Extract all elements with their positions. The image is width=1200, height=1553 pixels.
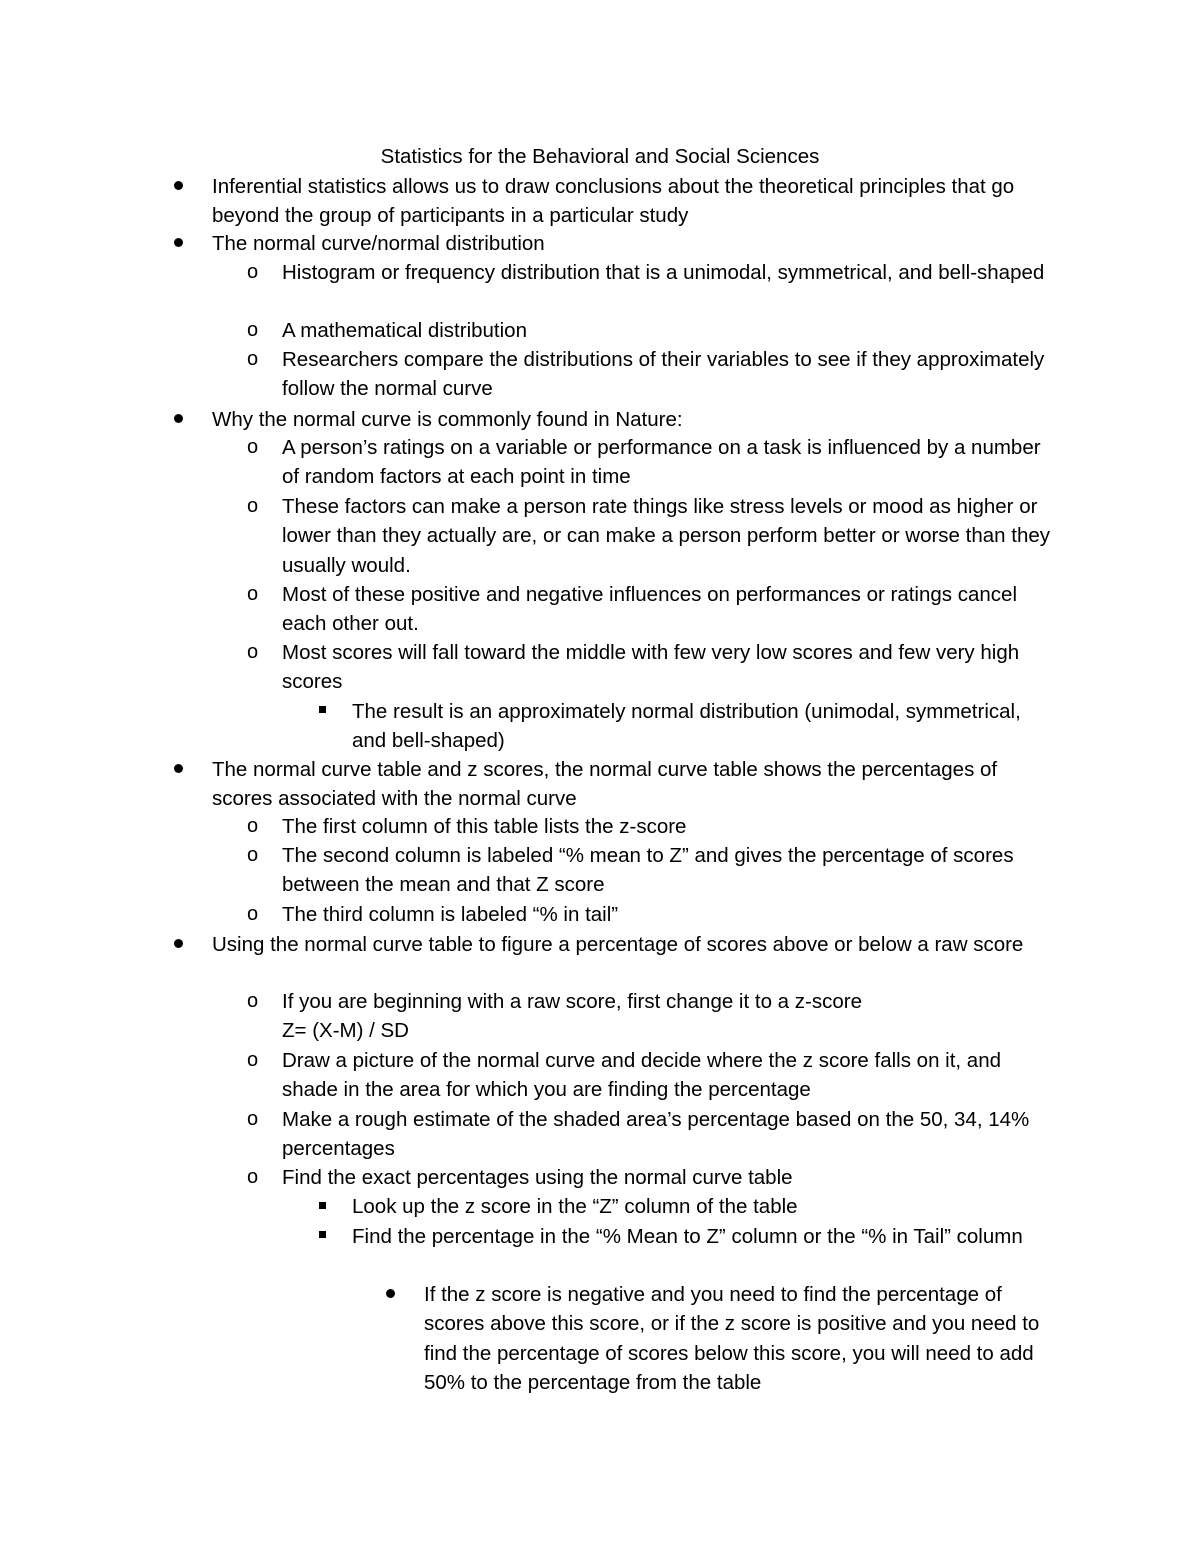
- bullet-square: [319, 706, 326, 713]
- subitem-mathematical-distribution: A mathematical distribution: [282, 319, 527, 342]
- bullet-ring: o: [247, 436, 259, 458]
- bullet-ring: o: [247, 319, 259, 341]
- z-score-formula: Z= (X-M) / SD: [282, 1019, 409, 1043]
- subitem-influences-cancel: Most of these positive and negative influences on performances or ratings cancel each other out.: [282, 583, 1017, 636]
- subitem-raw-score-text: If you are beginning with a raw score, first change it to a z-score: [282, 990, 862, 1013]
- subitem-second-column: The second column is labeled “% mean to Z” and gives the percentage of scores between the mean and that Z score: [282, 844, 1014, 897]
- subitem-find-percentage: Find the percentage in the “% Mean to Z” column or the “% in Tail” column: [352, 1225, 1023, 1248]
- subitem-factors: These factors can make a person rate things like stress levels or mood as higher or lower than they actually are, or can make a person perform better or worse than they usually would.: [282, 495, 1050, 577]
- subitem-add-fifty-percent: If the z score is negative and you need to find the percentage of scores above this score, or if the z score is positive and you need to find the percentage of scores below this score, you will need to add 50% to the percentage from the table: [424, 1283, 1040, 1394]
- bullet-dot: [174, 764, 183, 773]
- bullet-inferential-statistics: Inferential statistics allows us to draw conclusions about the theoretical principles that go beyond the group of participants in a particular study: [212, 175, 1015, 228]
- bullet-dot: [174, 414, 183, 423]
- subitem-third-column: The third column is labeled “% in tail”: [282, 903, 619, 926]
- subitem-look-up-z: Look up the z score in the “Z” column of the table: [352, 1195, 798, 1218]
- subitem-result-normal: The result is an approximately normal distribution (unimodal, symmetrical, and bell-shaped): [352, 700, 1021, 753]
- bullet-ring: o: [247, 495, 259, 517]
- bullet-ring: o: [247, 815, 259, 837]
- bullet-ring: o: [247, 641, 259, 663]
- bullet-ring: o: [247, 903, 259, 925]
- bullet-dot: [386, 1289, 395, 1298]
- bullet-ring: o: [247, 990, 259, 1012]
- bullet-square: [319, 1202, 326, 1209]
- bullet-ring: o: [247, 348, 259, 370]
- bullet-ring: o: [247, 261, 259, 283]
- bullet-why-normal-curve: Why the normal curve is commonly found in Nature:: [212, 408, 683, 431]
- subitem-raw-score: [282, 987, 1062, 1046]
- subitem-researchers-compare: Researchers compare the distributions of their variables to see if they approximately follow the normal curve: [282, 348, 1045, 401]
- bullet-ring: o: [247, 1108, 259, 1130]
- bullet-ring: o: [247, 1166, 259, 1188]
- bullet-table-z-scores: The normal curve table and z scores, the normal curve table shows the percentages of scores associated with the normal curve: [212, 758, 998, 811]
- subitem-histogram: Histogram or frequency distribution that is a unimodal, symmetrical, and bell-shaped: [282, 261, 1045, 284]
- bullet-ring: o: [247, 1049, 259, 1071]
- subitem-rough-estimate: Make a rough estimate of the shaded area’s percentage based on the 50, 34, 14% percentages: [282, 1108, 1030, 1161]
- bullet-normal-curve: The normal curve/normal distribution: [212, 232, 545, 255]
- subitem-first-column: The first column of this table lists the z-score: [282, 815, 687, 838]
- subitem-person-ratings: A person’s ratings on a variable or performance on a task is influenced by a number of random factors at each point in time: [282, 436, 1041, 489]
- bullet-dot: [174, 939, 183, 948]
- bullet-using-table: Using the normal curve table to figure a percentage of scores above or below a raw score: [212, 933, 1024, 956]
- subitem-draw-picture: Draw a picture of the normal curve and decide where the z score falls on it, and shade in the area for which you are finding the percentage: [282, 1049, 1002, 1102]
- bullet-dot: [174, 181, 183, 190]
- subitem-exact-percentages: Find the exact percentages using the normal curve table: [282, 1166, 793, 1189]
- subitem-scores-middle: Most scores will fall toward the middle with few very low scores and few very high scores: [282, 641, 1020, 694]
- bullet-ring: o: [247, 583, 259, 605]
- document-title: Statistics for the Behavioral and Social Sciences: [380, 145, 820, 168]
- bullet-ring: o: [247, 844, 259, 866]
- bullet-square: [319, 1231, 326, 1238]
- bullet-dot: [174, 238, 183, 247]
